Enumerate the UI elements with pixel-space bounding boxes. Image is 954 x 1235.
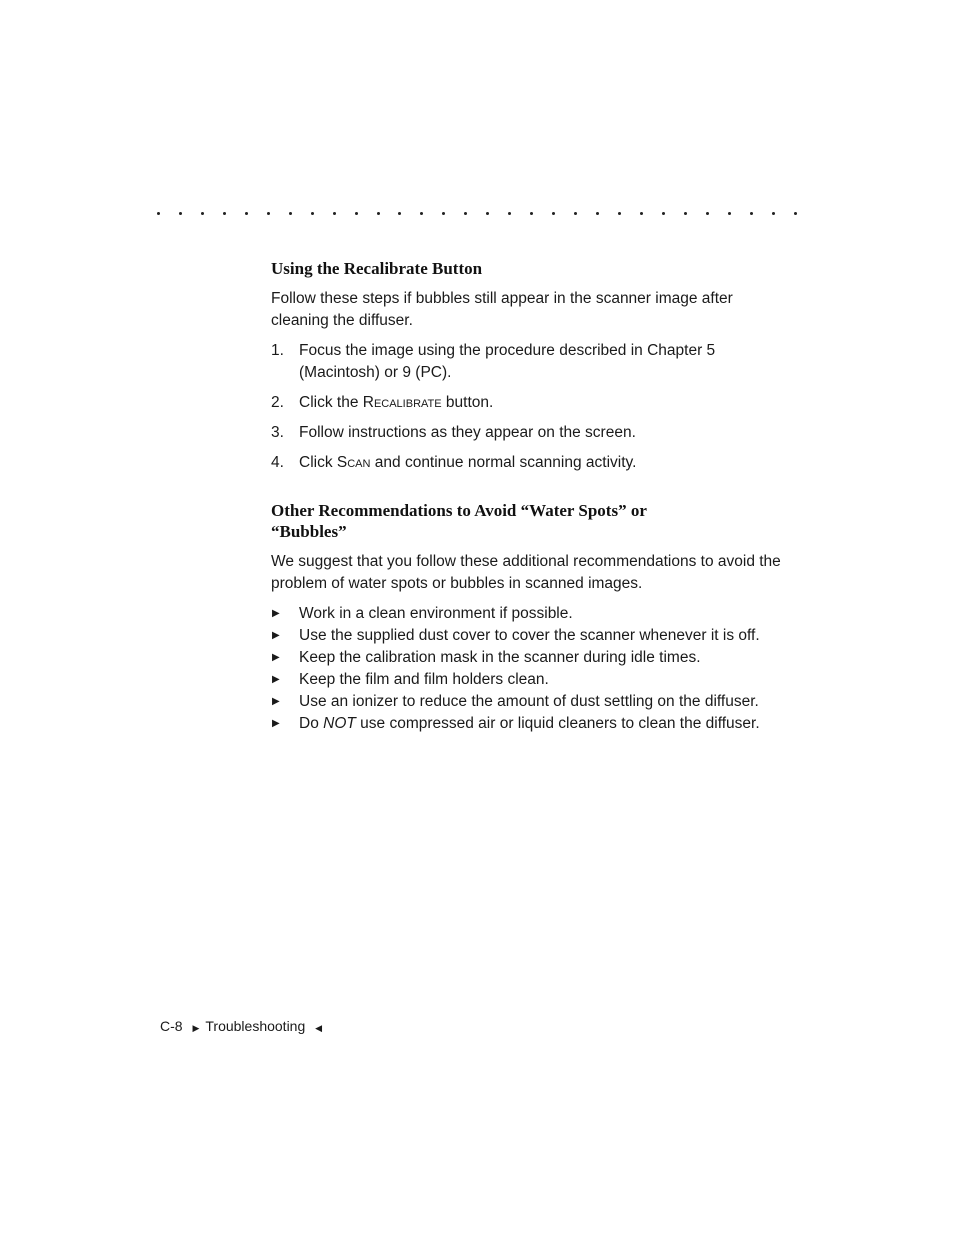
page-number: C-8 — [160, 1018, 183, 1034]
recommendation-text: Use an ionizer to reduce the amount of dust settling on the diffuser. — [299, 693, 759, 710]
rule-dot — [684, 212, 687, 215]
recommendations-list — [271, 603, 791, 735]
step-item — [271, 452, 791, 474]
steps-list — [271, 340, 791, 474]
rule-dot — [377, 212, 380, 215]
step-number: 3. — [271, 424, 284, 441]
recommendation-text: use compressed air or liquid cleaners to clean the diffuser. — [355, 715, 760, 732]
recommendation-item — [271, 603, 791, 625]
rule-dot — [486, 212, 489, 215]
step-text: Click the — [299, 394, 363, 411]
rule-dot — [794, 212, 797, 215]
recommendation-text: Work in a clean environment if possible. — [299, 605, 573, 622]
rule-dot — [552, 212, 555, 215]
step-text: Focus the image using the procedure described in Chapter 5 (Macintosh) or 9 (PC). — [299, 342, 716, 381]
rule-dot — [245, 212, 248, 215]
rule-dot — [157, 212, 160, 215]
emphasis: NOT — [323, 715, 356, 732]
rule-dot — [618, 212, 621, 215]
rule-dot — [201, 212, 204, 215]
rule-dot — [333, 212, 336, 215]
right-triangle-icon: ▶ — [272, 674, 280, 685]
rule-dot — [464, 212, 467, 215]
left-triangle-icon: ◀ — [315, 1023, 323, 1033]
rule-dot — [662, 212, 665, 215]
button-name: Scan — [336, 454, 371, 471]
footer-section-title: Troubleshooting — [205, 1018, 306, 1034]
rule-dot — [728, 212, 731, 215]
section-heading-recalibrate: Using the Recalibrate Button — [271, 259, 483, 278]
rule-dot — [223, 212, 226, 215]
recommendation-item — [271, 669, 791, 691]
dotted-rule — [157, 208, 797, 220]
step-text: button. — [441, 394, 494, 411]
recommendation-item — [271, 691, 791, 713]
rule-dot — [267, 212, 270, 215]
rule-dot — [355, 212, 358, 215]
recommendation-text: Use the supplied dust cover to cover the scanner whenever it is off. — [299, 627, 760, 644]
step-item — [271, 422, 791, 444]
recommendation-text: Keep the film and film holders clean. — [299, 671, 549, 688]
page-footer — [160, 1016, 328, 1038]
rule-dot — [179, 212, 182, 215]
step-number: 4. — [271, 454, 284, 471]
right-triangle-icon: ▶ — [272, 608, 280, 619]
rule-dot — [508, 212, 511, 215]
right-triangle-icon: ▶ — [272, 630, 280, 641]
step-number: 2. — [271, 394, 284, 411]
right-triangle-icon: ▶ — [272, 652, 280, 663]
step-item — [271, 392, 791, 414]
step-number: 1. — [271, 342, 284, 359]
recommendation-item — [271, 713, 791, 735]
rule-dot — [750, 212, 753, 215]
step-text: Click — [299, 454, 337, 471]
rule-dot — [398, 212, 401, 215]
recommendation-text: Do — [299, 715, 324, 732]
rule-dot — [530, 212, 533, 215]
section-intro: We suggest that you follow these additional recommendations to avoid the problem of water spots or bubbles in scanned images. — [271, 553, 781, 592]
section-heading-recommendations: Other Recommendations to Avoid “Water Spots” or “Bubbles” — [271, 501, 647, 541]
page-content — [271, 258, 791, 735]
rule-dot — [772, 212, 775, 215]
rule-dot — [311, 212, 314, 215]
step-item — [271, 340, 791, 384]
right-triangle-icon: ▶ — [192, 1023, 200, 1033]
recommendation-text: Keep the calibration mask in the scanner during idle times. — [299, 649, 701, 666]
button-name: Recalibrate — [362, 394, 442, 411]
rule-dot — [640, 212, 643, 215]
rule-dot — [289, 212, 292, 215]
rule-dot — [596, 212, 599, 215]
right-triangle-icon: ▶ — [272, 696, 280, 707]
recommendation-item — [271, 625, 791, 647]
rule-dot — [706, 212, 709, 215]
rule-dot — [574, 212, 577, 215]
section-intro: Follow these steps if bubbles still appear in the scanner image after cleaning the diffuser. — [271, 290, 733, 329]
right-triangle-icon: ▶ — [272, 718, 280, 729]
rule-dot — [420, 212, 423, 215]
step-text: and continue normal scanning activity. — [370, 454, 637, 471]
recommendation-item — [271, 647, 791, 669]
rule-dot — [442, 212, 445, 215]
step-text: Follow instructions as they appear on the screen. — [299, 424, 636, 441]
